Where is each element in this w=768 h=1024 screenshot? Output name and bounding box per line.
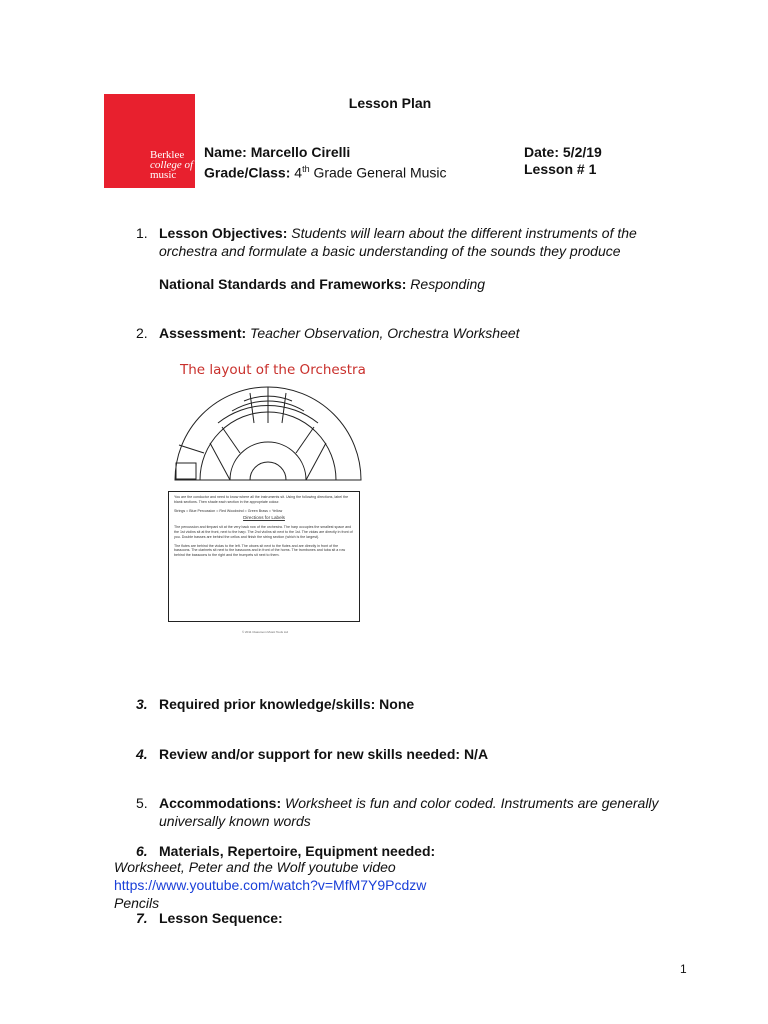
name-label: Name: (204, 144, 247, 160)
lesson-sequence-label: Lesson Sequence: (159, 910, 283, 926)
page-number: 1 (680, 962, 687, 976)
section-2-number: 2. (136, 325, 148, 341)
national-standards (159, 275, 659, 293)
standards-text: Responding (410, 276, 486, 292)
materials-line-3: Pencils (114, 895, 160, 911)
date-label: Date: 5/2/19 (524, 144, 602, 160)
worksheet-title: The layout of the Orchestra (180, 362, 366, 378)
orchestra-diagram (170, 383, 366, 485)
assessment-text: Teacher Observation, Orchestra Worksheet (250, 325, 520, 341)
grade-value-pre: 4 (294, 164, 303, 181)
objectives-text: Students will learn about the different instruments of the orchestra and formulate a basic understanding of the sounds they produce (159, 225, 637, 259)
section-3-prior-knowledge: Required prior knowledge/skills: None (159, 696, 415, 712)
logo-line-1: Berklee (150, 149, 185, 161)
section-5-number: 5. (136, 795, 148, 811)
section-2-assessment (159, 324, 659, 342)
section-5-accommodations (159, 794, 669, 830)
youtube-link[interactable]: https://www.youtube.com/watch?v=MfM7Y9Pcdzw (114, 877, 427, 893)
logo-line-2: college of (150, 159, 194, 171)
section-1-objectives (159, 224, 649, 260)
objectives-label: Lesson Objectives: (159, 225, 288, 241)
worksheet-intro: You are the conductor and need to know where all the instruments sit. Using the following directions, label the blank sections. Then shade each section in the appropriate colour. (174, 495, 349, 504)
worksheet-para-2: The flutes are behind the violas to the left. The oboes sit next to the flutes and are directly in front of the bassoons. The clarinets sit next to the bassoons and in front of the horns. The trombones and tuba sit a row behind the bassoons to the right and the trumpets sit next to them. (174, 543, 346, 558)
page-title: Lesson Plan (348, 95, 432, 111)
section-1-number: 1. (136, 225, 148, 241)
section-4-number: 4. (136, 746, 148, 762)
section-7-number: 7. (136, 910, 148, 926)
accommodations-label: Accommodations: (159, 795, 282, 811)
worksheet-colors: Strings = Blue Percussion = Red Woodwind = Green Brass = Yellow (174, 508, 283, 513)
section-4-review: Review and/or support for new skills needed: N/A (159, 746, 489, 762)
worksheet-directions-title: Directions for Labels (243, 515, 285, 521)
grade-value-post: Grade General Music (309, 164, 447, 181)
grade-line (204, 160, 447, 182)
name-line (204, 143, 350, 161)
grade-value-sup: th (302, 164, 310, 174)
lesson-number: Lesson # 1 (524, 161, 597, 177)
standards-label: National Standards and Frameworks: (159, 276, 407, 292)
worksheet-para-1: The percussion and timpani sit at the very back row of the orchestra. The harp occupies the smallest space and the 1st violins sit at the front, next to the harp. The 2nd violins sit next to the 1st. The violas are directly in front of you. Double basses are behind the cellos and finish the string section (which is the largest). (174, 525, 353, 539)
logo-line-3: music (150, 169, 177, 181)
section-6-number: 6. (136, 843, 148, 859)
section-3-number: 3. (136, 696, 148, 712)
name-value: Marcello Cirelli (250, 144, 351, 160)
assessment-label: Assessment: (159, 325, 247, 341)
worksheet-footer: © 2011 Classroom Music Tools Ltd (241, 630, 289, 634)
accommodations-text: Worksheet is fun and color coded. Instruments are generally universally known words (159, 795, 659, 829)
materials-line-1: Worksheet, Peter and the Wolf youtube video (114, 859, 396, 875)
grade-label: Grade/Class: (204, 164, 291, 181)
materials-label: Materials, Repertoire, Equipment needed: (159, 843, 436, 859)
worksheet-instructions (168, 491, 360, 622)
